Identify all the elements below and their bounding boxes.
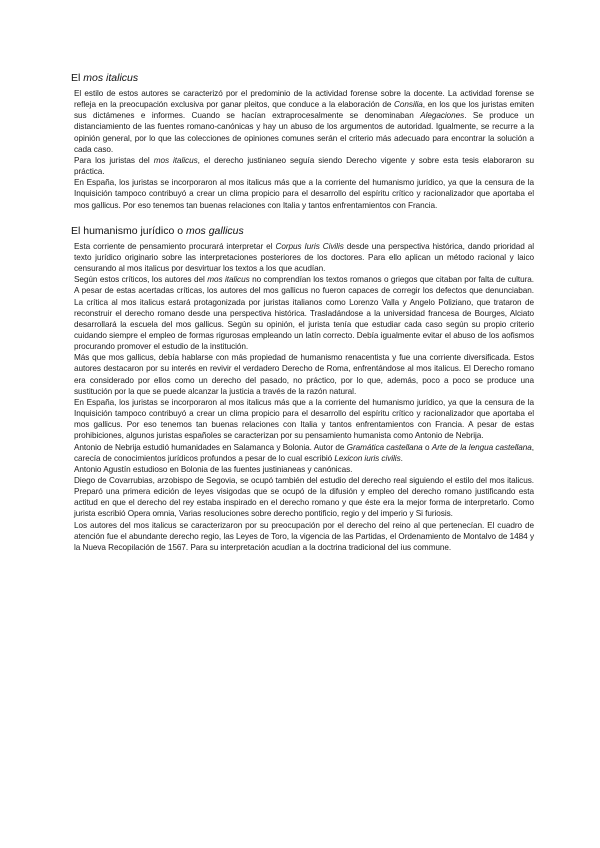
section-title-prefix: El humanismo jurídico o: [71, 224, 186, 237]
text-run: Esta corriente de pensamiento procurará interpretar el: [74, 241, 276, 251]
paragraph: [74, 442, 534, 464]
text-run: En España, los juristas se incorporaron al mos italicus más que a la corriente del humanismo jurídico, ya que la censura de la Inquisición tampoco contribuyó a crear un clima propicio para el desarrollo del espíritu crítico y racionalizador que aportaba el mos gallicus. Por eso tenemos tan buenas relaciones con Italia y tantos enfrentamientos con Francia. A pesar de estas prohibiciones, algunos juristas españoles se caracterizan por su pensamiento humanista como Antonio de Nebrija.: [74, 397, 534, 441]
text-run: . Se produce un distanciamiento de las fuentes romano-canónicas y hay un abuso de los argumentos de autoridad. Igualmente, se recurre a la opinión general, por lo que las colecciones de opiniones comunes serán el criterio más adecuado para encontrar la solución a cada caso.: [74, 111, 534, 154]
paragraph: [74, 274, 534, 352]
italic-term: mos italicus: [153, 155, 198, 165]
italic-term: Alegaciones: [420, 111, 465, 121]
text-run: , el derecho justinianeo seguía siendo Derecho vigente y sobre esta tesis elaboraron su práctica.: [74, 155, 535, 177]
text-run: desde una perspectiva histórica, dando prioridad al texto jurídico originario sobre las interpretaciones posteriores de los doctores. Para ello aplican un método racional y laico censurando al mos italicus por desvirtuar los textos a los que acudían.: [74, 241, 534, 274]
text-run: En España, los juristas se incorporaron al mos italicus más que a la corriente del humanismo jurídico, ya que la censura de la Inquisición tampoco contribuyó a crear un clima propicio para el desarrollo del espíritu crítico y racionalizador que aportaba el mos gallicus. Por eso tenemos tan buenas relaciones con Italia y tantos enfrentamientos con Francia.: [74, 178, 534, 210]
section-title-italic: mos italicus: [83, 72, 139, 84]
paragraph: [74, 88, 534, 155]
paragraph: [74, 464, 534, 475]
text-run: Más que mos gallicus, debía hablarse con más propiedad de humanismo renacentista y fue una corriente diversificada. Estos autores destacaron por su interés en revivir el verdadero Derecho de Roma, enfrentándose al mos italicus. El Derecho romano era considerado por ellos como un derecho del pasado, no práctico, por lo que, además, poco a poco se produce una sustitución por la que se puede alcanzar la justicia a través de la razón natural.: [74, 353, 534, 396]
text-run: El estilo de estos autores se caracterizó por el predominio de la actividad forense sobre la docente. La actividad forense se refleja en la preocupación exclusiva por ganar pleitos, que conduce a la elaboración de: [74, 89, 534, 110]
paragraph: [74, 352, 534, 397]
text-run: Diego de Covarrubias, arzobispo de Segovia, se ocupó también del estudio del derecho real siguiendo el estilo del mos italicus. Preparó una primera edición de leyes visigodas que se ocupó de la difusión y empleo del derecho romano justificando esta actitud en que el derecho del rey estaba inspirado en el derecho romano y que éste era la mejor forma de interpretarlo. Como jurista escribió Opera omnia, Varias resoluciones sobre derecho pontificio, regio y del imperio y Si furiosis.: [74, 476, 534, 519]
text-run: Según estos críticos, los autores del: [74, 275, 208, 285]
italic-term: Consilia: [394, 100, 423, 110]
section-title-mos-italicus: [71, 72, 534, 85]
text-run: Para los juristas del: [74, 155, 154, 165]
text-run: no comprendían los textos romanos o griegos que citaban por falta de cultura. A pesar de estas acertadas críticas, los autores del mos gallicus no fueron capaces de corregir los defectos que denunciaban. La crítica al mos italicus estará protagonizada por juristas italianos como Lorenzo Valla y Angelo Poliziano, que trataron de reconstruir el derecho romano desde una perspectiva histórica. Trasladándose a la universidad francesa de Bourges, Alciato desarrollará la escuela del mos gallicus. Según su opinión, el jurista tenía que estudiar cada caso según su propio criterio cuidando siempre el empleo de formas rigurosas empleando un latín correcto. Debía igualmente evitar el abuso de los aofismos procurando promover el estudio de la institución.: [74, 275, 535, 352]
italic-term: mos italicus: [207, 275, 250, 285]
paragraph: [74, 241, 534, 274]
paragraph: [74, 520, 534, 553]
italic-term: Arte de la lengua castellana: [431, 442, 532, 452]
section-title-italic: mos gallicus: [185, 224, 244, 237]
italic-term: Lexicon iuris civilis: [334, 453, 401, 463]
document-content: [71, 72, 535, 553]
paragraph: [74, 397, 534, 442]
text-run: Antonio Agustín estudioso en Bolonia de las fuentes justinianeas y canónicas.: [74, 464, 353, 474]
text-run: .: [400, 453, 403, 463]
text-run: Los autores del mos italicus se caracterizaron por su preocupación por el derecho del reino al que pertenecían. El cuadro de atención fue el abundante derecho regio, las Leyes de Toro, la vigencia de las Partidas, el Ordenamiento de Montalvo de 1484 y la Nueva Recopilación de 1567. Para su interpretación acudían a la doctrina tradicional del ius commune.: [74, 520, 534, 552]
section-title-humanismo: [71, 225, 534, 238]
paragraph: [74, 177, 534, 210]
paragraph: [74, 475, 534, 520]
italic-term: Corpus Iuris Civilis: [275, 241, 344, 251]
text-run: , carecía de conocimientos jurídicos profundos a pesar de lo cual escribió: [74, 442, 535, 463]
section-title-prefix: El: [71, 72, 84, 84]
text-run: , en los que los juristas emiten sus dictámenes e informes. Cuando se hacían extraprocesalmente se denominaban: [74, 100, 534, 121]
paragraph: [74, 155, 534, 177]
italic-term: Gramática castellana: [346, 442, 423, 452]
text-run: Antonio de Nebrija estudió humanidades en Salamanca y Bolonia. Autor de: [74, 442, 347, 452]
text-run: o: [422, 442, 432, 452]
